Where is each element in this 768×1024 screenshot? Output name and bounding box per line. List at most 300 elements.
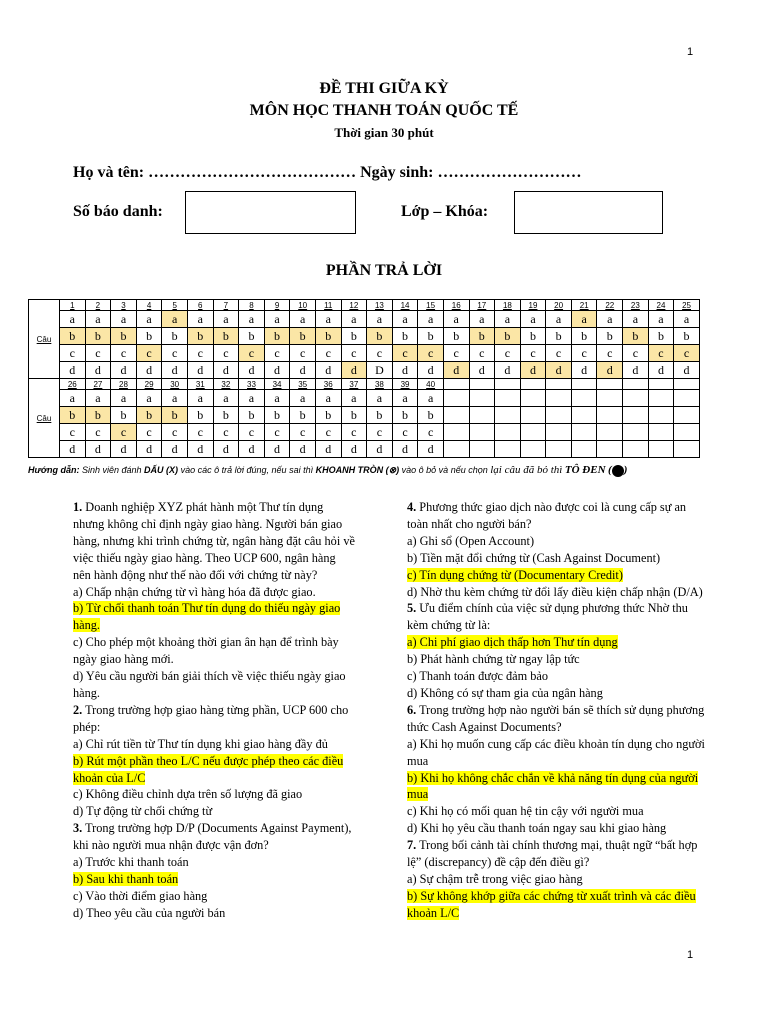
answer-cell[interactable]: c xyxy=(136,345,162,362)
answer-option[interactable] xyxy=(73,668,355,702)
answer-cell[interactable]: D xyxy=(367,362,393,379)
answer-cell[interactable]: c xyxy=(341,424,367,441)
answer-text: d) Không có sự tham gia của ngân hàng xyxy=(407,685,603,700)
answer-grid-option-row xyxy=(29,390,700,407)
answer-cell[interactable]: c xyxy=(60,424,86,441)
answer-cell[interactable]: a xyxy=(213,390,239,407)
answer-text: c) Cho phép một khoảng thời gian ân hạn để trình bày ngày giao hàng mới. xyxy=(73,635,339,667)
answer-cell[interactable]: b xyxy=(648,328,674,345)
guide-text-4: lại câu đã bỏ thì xyxy=(490,464,563,476)
answer-cell[interactable]: b xyxy=(469,328,495,345)
answer-cell[interactable]: b xyxy=(162,328,188,345)
answer-cell[interactable]: c xyxy=(187,424,213,441)
answer-option[interactable] xyxy=(73,584,355,601)
answer-cell xyxy=(597,407,623,424)
answer-cell[interactable]: d xyxy=(213,441,239,458)
answer-option[interactable] xyxy=(407,634,710,651)
answer-cell[interactable]: c xyxy=(546,345,572,362)
answer-option[interactable] xyxy=(407,888,710,922)
questions-left-column xyxy=(73,499,355,922)
answer-cell[interactable]: c xyxy=(136,424,162,441)
answer-cell xyxy=(597,424,623,441)
answer-cell xyxy=(520,424,546,441)
answer-cell[interactable]: d xyxy=(290,441,316,458)
answer-cell[interactable]: c xyxy=(264,345,290,362)
answer-cell[interactable]: a xyxy=(623,311,649,328)
question-number: 13 xyxy=(367,300,393,311)
question-stem xyxy=(407,702,710,736)
answer-option[interactable] xyxy=(73,803,355,820)
answer-cell xyxy=(623,390,649,407)
answer-cell[interactable]: a xyxy=(60,390,86,407)
answer-cell[interactable]: c xyxy=(315,345,341,362)
answer-cell[interactable]: c xyxy=(392,345,418,362)
answer-cell xyxy=(648,390,674,407)
guide-label: Hướng dẫn: xyxy=(28,465,80,475)
answer-cell xyxy=(546,441,572,458)
question-number: 21 xyxy=(571,300,597,311)
answer-cell[interactable]: d xyxy=(290,362,316,379)
answer-cell[interactable]: b xyxy=(136,328,162,345)
answer-cell[interactable]: d xyxy=(341,362,367,379)
answer-cell[interactable]: b xyxy=(85,407,111,424)
answer-cell[interactable]: d xyxy=(60,362,86,379)
answer-cell[interactable]: b xyxy=(264,407,290,424)
answer-text: a) Khi họ muốn cung cấp các điều khoản tín dụng cho người mua xyxy=(407,736,705,768)
answer-cell[interactable]: c xyxy=(85,424,111,441)
answer-option[interactable] xyxy=(407,567,710,584)
question-text: Trong bối cảnh tài chính thương mại, thuật ngữ “bất hợp lệ” (discrepancy) đề cập đến điều gì? xyxy=(407,838,698,870)
question-number xyxy=(648,379,674,390)
question-number: 12 xyxy=(341,300,367,311)
answer-text: c) Thanh toán được đảm bảo xyxy=(407,669,548,684)
answer-option[interactable] xyxy=(407,871,710,888)
exam-title: ĐỀ THI GIỮA KỲ xyxy=(319,80,449,97)
answer-cell[interactable]: a xyxy=(648,311,674,328)
answer-cell[interactable]: c xyxy=(571,345,597,362)
answer-cell[interactable]: c xyxy=(648,345,674,362)
answer-cell[interactable]: b xyxy=(187,328,213,345)
guide-bold-1: DẤU (X) xyxy=(144,465,179,475)
question-number: 3 xyxy=(111,300,137,311)
question-number: 28 xyxy=(111,379,137,390)
answer-cell xyxy=(674,390,700,407)
question-number: 17 xyxy=(469,300,495,311)
answer-cell xyxy=(469,407,495,424)
question-stem xyxy=(407,600,710,634)
answer-cell[interactable]: c xyxy=(85,345,111,362)
answer-cell xyxy=(443,441,469,458)
answer-cell[interactable]: d xyxy=(495,362,521,379)
answer-cell[interactable]: a xyxy=(187,390,213,407)
question-number: 22 xyxy=(597,300,623,311)
answer-text: c) Khi họ có mối quan hệ tin cậy với người mua xyxy=(407,804,644,819)
answer-cell[interactable]: b xyxy=(623,328,649,345)
question-number: 39 xyxy=(392,379,418,390)
answer-cell[interactable]: c xyxy=(623,345,649,362)
highlighted-answer: c) Tín dụng chứng từ (Documentary Credit) xyxy=(407,567,623,582)
answer-cell[interactable]: a xyxy=(341,311,367,328)
answer-cell[interactable]: d xyxy=(213,362,239,379)
class-label: Lớp – Khóa: xyxy=(401,203,489,220)
answer-cell[interactable]: a xyxy=(341,390,367,407)
answer-section-title: PHẦN TRẢ LỜI xyxy=(325,262,443,279)
answer-cell[interactable]: a xyxy=(264,390,290,407)
question-number: 3. xyxy=(73,821,83,836)
answer-cell[interactable]: a xyxy=(367,311,393,328)
highlighted-answer: a) Chi phí giao dịch thấp hơn Thư tín dụng xyxy=(407,635,618,650)
answer-cell[interactable]: d xyxy=(315,362,341,379)
answer-cell xyxy=(520,407,546,424)
answer-cell[interactable]: c xyxy=(162,345,188,362)
answer-cell[interactable]: d xyxy=(571,362,597,379)
highlighted-answer: b) Từ chối thanh toán Thư tín dụng do thiếu ngày giao hàng. xyxy=(73,601,341,633)
answer-cell[interactable]: c xyxy=(367,345,393,362)
answer-cell xyxy=(648,407,674,424)
answer-cell[interactable]: a xyxy=(546,311,572,328)
answer-option[interactable] xyxy=(407,820,710,837)
question-number: 8 xyxy=(239,300,265,311)
answer-cell[interactable]: b xyxy=(60,328,86,345)
answer-cell[interactable]: b xyxy=(111,328,137,345)
answer-cell[interactable]: c xyxy=(60,345,86,362)
answer-cell xyxy=(623,441,649,458)
answer-cell[interactable]: a xyxy=(60,311,86,328)
answer-option[interactable] xyxy=(407,584,710,601)
question-number: 24 xyxy=(648,300,674,311)
answer-cell[interactable]: a xyxy=(187,311,213,328)
answer-cell[interactable]: c xyxy=(111,424,137,441)
question-number: 9 xyxy=(264,300,290,311)
answer-cell[interactable]: a xyxy=(213,311,239,328)
question-number: 6 xyxy=(187,300,213,311)
question-stem xyxy=(407,499,710,533)
question-number: 4 xyxy=(136,300,162,311)
answer-cell[interactable]: c xyxy=(341,345,367,362)
answer-cell[interactable]: a xyxy=(85,390,111,407)
question-number: 2 xyxy=(85,300,111,311)
answer-cell[interactable]: d xyxy=(520,362,546,379)
answer-option[interactable] xyxy=(73,905,355,922)
answer-text: a) Chấp nhận chứng từ vì hàng hóa đã được giao. xyxy=(73,584,316,599)
answer-cell[interactable]: d xyxy=(264,362,290,379)
answer-cell[interactable]: a xyxy=(392,390,418,407)
answer-cell[interactable]: a xyxy=(392,311,418,328)
question-number: 29 xyxy=(136,379,162,390)
answer-cell xyxy=(623,407,649,424)
answer-cell[interactable]: a xyxy=(239,390,265,407)
answer-cell[interactable]: d xyxy=(239,362,265,379)
answer-cell[interactable]: b xyxy=(213,328,239,345)
answer-grid-option-row xyxy=(29,407,700,424)
question-stem xyxy=(73,702,355,736)
answer-cell[interactable]: d xyxy=(418,362,444,379)
answer-cell[interactable]: d xyxy=(187,362,213,379)
answer-cell[interactable]: d xyxy=(367,441,393,458)
answer-cell xyxy=(495,424,521,441)
answer-cell[interactable]: d xyxy=(623,362,649,379)
question-text: Trong trường hợp nào người bán sẽ thích sử dụng phương thức Cash Against Documents? xyxy=(407,702,705,734)
answer-grid-number-row xyxy=(29,379,700,390)
question-number: 16 xyxy=(443,300,469,311)
answer-cell[interactable]: d xyxy=(136,441,162,458)
answer-cell[interactable]: a xyxy=(162,390,188,407)
answer-grid-option-row xyxy=(29,345,700,362)
question-number: 4. xyxy=(407,500,417,514)
answer-cell[interactable]: b xyxy=(111,407,137,424)
question-number: 14 xyxy=(392,300,418,311)
answer-cell[interactable]: c xyxy=(418,424,444,441)
answer-cell[interactable]: a xyxy=(162,311,188,328)
answer-cell[interactable]: d xyxy=(136,362,162,379)
answer-cell[interactable]: b xyxy=(520,328,546,345)
answer-cell[interactable]: a xyxy=(85,311,111,328)
answer-option[interactable] xyxy=(73,600,355,634)
question-text: Phương thức giao dịch nào được coi là cung cấp sự an toàn nhất cho người bán? xyxy=(407,500,687,531)
student-id-label: Số báo danh: xyxy=(73,203,163,220)
answer-text: d) Yêu cầu người bán giải thích về việc thiếu ngày giao hàng. xyxy=(73,669,346,700)
answer-text: a) Sự chậm trễ trong việc giao hàng xyxy=(407,871,583,886)
answer-cell xyxy=(443,407,469,424)
answer-cell xyxy=(546,407,572,424)
answer-cell[interactable]: a xyxy=(239,311,265,328)
answer-option[interactable] xyxy=(407,533,710,550)
answer-cell[interactable]: b xyxy=(367,328,393,345)
question-number xyxy=(520,379,546,390)
answer-cell[interactable]: c xyxy=(187,345,213,362)
answer-option[interactable] xyxy=(407,736,710,770)
answer-cell[interactable]: d xyxy=(392,441,418,458)
answer-grid-option-row xyxy=(29,328,700,345)
answer-text: c) Không điều chỉnh dựa trên số lượng đã giao xyxy=(73,787,303,802)
answer-option[interactable] xyxy=(407,803,710,820)
answer-cell xyxy=(571,407,597,424)
answer-option[interactable] xyxy=(407,550,710,567)
page-number-bottom: 1 xyxy=(687,949,694,961)
answer-cell[interactable]: d xyxy=(162,362,188,379)
course-title: MÔN HỌC THANH TOÁN QUỐC TẾ xyxy=(249,102,519,119)
answer-cell[interactable]: d xyxy=(443,362,469,379)
answer-cell[interactable]: a xyxy=(315,311,341,328)
answer-option[interactable] xyxy=(73,888,355,905)
answer-cell[interactable]: d xyxy=(264,441,290,458)
question-number: 20 xyxy=(546,300,572,311)
answer-cell[interactable]: b xyxy=(213,407,239,424)
answer-cell xyxy=(495,407,521,424)
answer-cell[interactable]: b xyxy=(290,407,316,424)
question-number xyxy=(674,379,700,390)
answer-cell[interactable]: a xyxy=(136,390,162,407)
answer-grid-number-row xyxy=(29,300,700,311)
answer-cell[interactable]: a xyxy=(443,311,469,328)
question-number xyxy=(469,379,495,390)
answer-cell[interactable]: c xyxy=(392,424,418,441)
answer-cell[interactable]: a xyxy=(290,311,316,328)
answer-grid-option-row xyxy=(29,424,700,441)
answer-option[interactable] xyxy=(73,736,355,753)
class-box[interactable] xyxy=(514,191,663,234)
answer-cell[interactable]: d xyxy=(546,362,572,379)
answer-cell[interactable]: d xyxy=(392,362,418,379)
answer-option[interactable] xyxy=(407,770,710,804)
question-number: 18 xyxy=(495,300,521,311)
answer-cell[interactable]: c xyxy=(315,424,341,441)
answer-cell[interactable]: d xyxy=(85,441,111,458)
answer-cell[interactable]: b xyxy=(392,407,418,424)
answer-cell[interactable]: c xyxy=(469,345,495,362)
answer-cell[interactable]: a xyxy=(290,390,316,407)
answer-cell[interactable]: b xyxy=(418,407,444,424)
answer-cell[interactable]: c xyxy=(674,345,700,362)
answer-cell[interactable]: a xyxy=(136,311,162,328)
answer-cell[interactable]: b xyxy=(571,328,597,345)
answer-cell[interactable]: c xyxy=(443,345,469,362)
answer-cell[interactable]: d xyxy=(648,362,674,379)
question-number xyxy=(443,379,469,390)
answer-option[interactable] xyxy=(73,871,355,888)
answer-cell[interactable]: a xyxy=(469,311,495,328)
question-text: Ưu điểm chính của việc sử dụng phương thức Nhờ thu kèm chứng từ là: xyxy=(407,601,688,633)
answer-cell[interactable]: c xyxy=(213,345,239,362)
answer-option[interactable] xyxy=(407,668,710,685)
answer-cell[interactable]: b xyxy=(187,407,213,424)
question-number: 10 xyxy=(290,300,316,311)
answer-cell[interactable]: c xyxy=(520,345,546,362)
answer-cell[interactable]: a xyxy=(571,311,597,328)
question-text: Trong trường hợp giao hàng từng phần, UCP 600 cho phép: xyxy=(73,702,349,734)
answer-cell[interactable]: b xyxy=(239,328,265,345)
question-number: 25 xyxy=(674,300,700,311)
answer-cell[interactable]: b xyxy=(239,407,265,424)
answer-text: d) Khi họ yêu cầu thanh toán ngay sau khi giao hàng xyxy=(407,821,667,836)
question-stem xyxy=(73,499,355,584)
answer-cell[interactable]: c xyxy=(290,424,316,441)
answer-cell[interactable]: c xyxy=(213,424,239,441)
answer-cell[interactable]: a xyxy=(315,390,341,407)
answer-cell[interactable]: a xyxy=(264,311,290,328)
answer-cell[interactable]: d xyxy=(469,362,495,379)
answer-cell[interactable]: a xyxy=(520,311,546,328)
name-birthdate-line: Họ và tên: ………………………………… Ngày sinh: ……………………… xyxy=(73,164,582,181)
answer-cell xyxy=(520,390,546,407)
guide-paren-open: ( xyxy=(608,464,612,476)
answer-cell[interactable]: d xyxy=(674,362,700,379)
answer-option[interactable] xyxy=(407,685,710,702)
answer-cell[interactable]: b xyxy=(136,407,162,424)
answer-cell[interactable]: c xyxy=(367,424,393,441)
answer-cell[interactable]: d xyxy=(111,362,137,379)
answer-cell[interactable]: b xyxy=(443,328,469,345)
answer-cell[interactable]: d xyxy=(597,362,623,379)
answer-cell[interactable]: a xyxy=(367,390,393,407)
question-number xyxy=(623,379,649,390)
answer-cell[interactable]: a xyxy=(597,311,623,328)
answer-cell[interactable]: c xyxy=(239,424,265,441)
answer-cell[interactable]: d xyxy=(60,441,86,458)
answer-cell[interactable]: d xyxy=(418,441,444,458)
answer-cell[interactable]: d xyxy=(315,441,341,458)
answer-cell xyxy=(571,424,597,441)
answer-option[interactable] xyxy=(73,786,355,803)
answer-option[interactable] xyxy=(73,753,355,787)
answer-option[interactable] xyxy=(73,634,355,668)
answer-cell[interactable]: a xyxy=(111,311,137,328)
answer-text: c) Vào thời điểm giao hàng xyxy=(73,888,208,903)
answer-cell[interactable]: c xyxy=(264,424,290,441)
question-number: 7 xyxy=(213,300,239,311)
answer-cell[interactable]: b xyxy=(315,407,341,424)
student-id-box[interactable] xyxy=(185,191,356,234)
answer-cell[interactable]: b xyxy=(341,407,367,424)
answer-cell[interactable]: a xyxy=(111,390,137,407)
answer-cell[interactable]: d xyxy=(85,362,111,379)
answer-cell[interactable]: c xyxy=(162,424,188,441)
answer-grid-option-row xyxy=(29,441,700,458)
answer-cell[interactable]: d xyxy=(341,441,367,458)
answer-cell[interactable]: d xyxy=(111,441,137,458)
question-number xyxy=(597,379,623,390)
answer-cell[interactable]: a xyxy=(418,311,444,328)
question-number: 7. xyxy=(407,838,417,853)
guide-text-2: vào các ô trả lời đúng, nếu sai thì xyxy=(180,465,314,475)
answer-cell[interactable]: d xyxy=(187,441,213,458)
answer-cell[interactable]: b xyxy=(341,328,367,345)
answer-cell[interactable]: b xyxy=(290,328,316,345)
question-number: 19 xyxy=(520,300,546,311)
answer-cell[interactable]: b xyxy=(60,407,86,424)
answer-option[interactable] xyxy=(407,651,710,668)
answer-cell[interactable]: b xyxy=(264,328,290,345)
answer-cell[interactable]: b xyxy=(597,328,623,345)
answer-cell[interactable]: d xyxy=(239,441,265,458)
answer-cell xyxy=(597,390,623,407)
answer-cell[interactable]: b xyxy=(495,328,521,345)
answer-cell xyxy=(674,407,700,424)
answer-cell xyxy=(674,424,700,441)
answer-cell[interactable]: c xyxy=(597,345,623,362)
answer-cell[interactable]: c xyxy=(495,345,521,362)
answer-cell[interactable]: b xyxy=(418,328,444,345)
answer-cell[interactable]: d xyxy=(162,441,188,458)
answer-cell[interactable]: c xyxy=(418,345,444,362)
question-number: 5. xyxy=(407,601,417,616)
guide-text-1: Sinh viên đánh xyxy=(81,465,142,475)
question-number: 30 xyxy=(162,379,188,390)
answer-text: a) Chỉ rút tiền từ Thư tín dụng khi giao hàng đầy đủ xyxy=(73,736,328,751)
answer-cell[interactable]: b xyxy=(315,328,341,345)
answer-cell[interactable]: a xyxy=(418,390,444,407)
answer-cell[interactable]: b xyxy=(392,328,418,345)
answer-cell[interactable]: b xyxy=(674,328,700,345)
answer-cell[interactable]: b xyxy=(367,407,393,424)
answer-cell xyxy=(648,424,674,441)
answer-cell[interactable]: b xyxy=(85,328,111,345)
highlighted-answer: b) Khi họ không chắc chắn về khả năng tín dụng của người mua xyxy=(407,770,699,802)
question-text: Trong trường hợp D/P (Documents Against Payment), khi nào người mua nhận được vận đơn? xyxy=(73,821,352,853)
answer-cell[interactable]: a xyxy=(674,311,700,328)
answer-cell[interactable]: c xyxy=(239,345,265,362)
page-number-top: 1 xyxy=(687,46,694,58)
answer-cell[interactable]: c xyxy=(290,345,316,362)
question-number: 15 xyxy=(418,300,444,311)
answer-option[interactable] xyxy=(73,854,355,871)
answer-cell[interactable]: a xyxy=(495,311,521,328)
answer-cell[interactable]: b xyxy=(546,328,572,345)
answer-guide xyxy=(28,464,627,477)
answer-cell[interactable]: b xyxy=(162,407,188,424)
answer-grid-option-row xyxy=(29,362,700,379)
answer-cell[interactable]: c xyxy=(111,345,137,362)
